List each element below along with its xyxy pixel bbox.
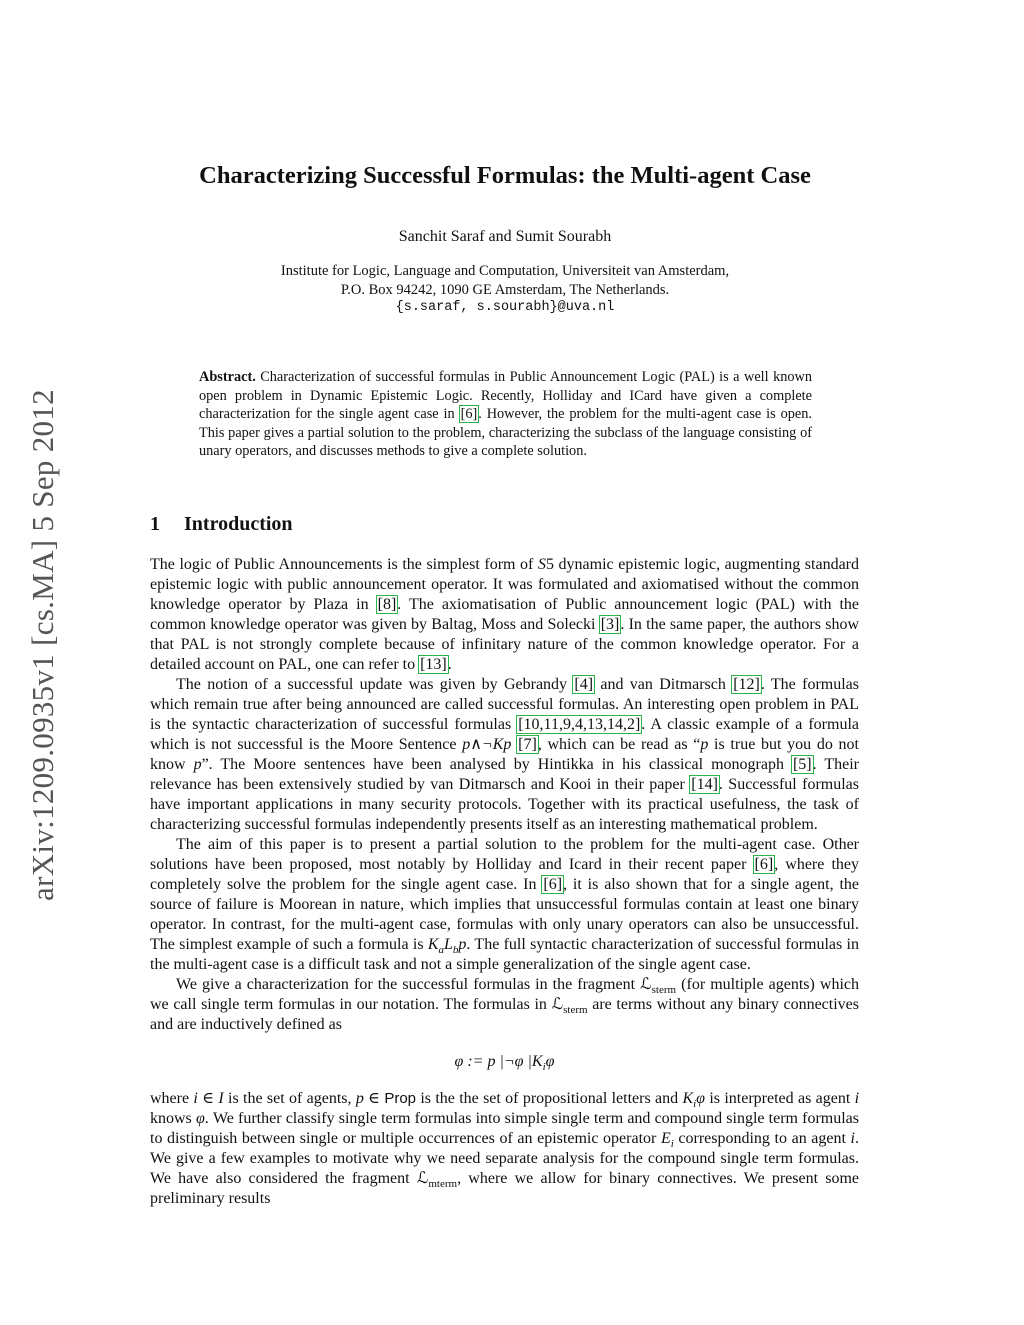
math: Prop <box>384 1090 417 1107</box>
math: K <box>427 936 439 953</box>
text-run: , where we allow for binary connectives. We present some preliminary results <box>150 1170 860 1207</box>
math: p <box>700 736 709 753</box>
text-run: is the the set of propositional letters and <box>416 1090 683 1107</box>
math: I <box>218 1090 224 1107</box>
text-run: We give a characterization for the successful formulas in the fragment <box>176 976 641 993</box>
paragraph-5 <box>150 1089 859 1209</box>
math: φ <box>696 1090 706 1107</box>
text-run: is interpreted as agent <box>705 1090 855 1107</box>
text-run: are terms without any binary connectives and are inductively defined as <box>150 996 860 1033</box>
math-subscript: sterm <box>651 984 677 997</box>
paragraph-1 <box>150 555 859 675</box>
text-run: where <box>150 1090 194 1107</box>
text-run: is the set of agents, <box>223 1090 356 1107</box>
text-run: . We give a few examples to motivate why we need separate analysis for the compound single term formulas. We have also considered the fragment <box>150 1130 859 1187</box>
math-subscript: sterm <box>563 1004 588 1017</box>
affiliation <box>110 262 900 318</box>
citation-link[interactable]: [7] <box>518 736 537 753</box>
text-run: , it is also shown that for a single agent, the source of failure is Moorean in nature, which implies that unsuccessful formulas contain at least one binary operator. In contrast, for the multi-agent case, formulas with only unary operators can also be unsuccessful. The simplest example of such a formula is <box>150 876 860 953</box>
math: φ <box>545 1053 555 1070</box>
math: ℒ <box>640 976 652 993</box>
citation-link[interactable]: [5] <box>792 756 812 773</box>
math: p <box>458 936 467 953</box>
text-run: ”. The Moore sentences have been analysed by Hintikka in his classical monograph <box>201 756 792 773</box>
author-email: {s.saraf, s.sourabh}@uva.nl <box>395 300 615 315</box>
abstract-text-1: Characterization of successful formulas in Public Announcement Logic (PAL) is a well known open problem in Dynamic Epistemic Logic. Recently, Holliday and ICard have given a complete characterization for the single agent case in <box>199 369 812 423</box>
text-run: . <box>447 656 452 673</box>
text-run: (for multiple agents) which we call single term formulas in our notation. The formulas in <box>150 976 860 1013</box>
math: L <box>444 936 453 953</box>
text-run: . The axiomatisation of Public announcement logic (PAL) with the common knowledge operator was given by Baltag, Moss and Solecki <box>150 596 860 633</box>
math: K <box>682 1090 694 1107</box>
math-subscript: i <box>693 1098 697 1111</box>
math: φ := p |¬φ |K <box>454 1053 543 1070</box>
abstract <box>199 368 812 461</box>
affiliation-line-1: Institute for Logic, Language and Computation, Universiteit van Amsterdam, <box>280 263 730 279</box>
affiliation-line-2: P.O. Box 94242, 1090 GE Amsterdam, The Netherlands. <box>340 281 670 298</box>
text-run: . The full syntactic characterization of successful formulas in the multi-agent case is a difficult task and not a simple generalization of the single agent case. <box>150 936 859 973</box>
text-run: The aim of this paper is to present a partial solution to the problem for the multi-agent case. Other solutions have been proposed, most notably by Holliday and Icard in their recent paper <box>150 836 859 873</box>
math: ℒ <box>551 996 564 1013</box>
math: S <box>537 556 546 573</box>
text-run: is true but you do not know <box>150 736 859 773</box>
citation-link[interactable]: [10,11,9,4,13,14,2] <box>518 716 641 733</box>
arxiv-sidebar <box>22 365 64 925</box>
citation-link[interactable]: [6] <box>543 876 563 893</box>
math: p <box>193 756 202 773</box>
text-run: , which can be read as “ <box>537 736 701 753</box>
citation-link[interactable]: [8] <box>377 596 397 613</box>
text-run: . In the same paper, the authors show that PAL is not strongly complete because of infinitary nature of the common knowledge operator. For a detailed account on PAL, one can refer to <box>150 616 859 673</box>
citation-link[interactable]: [6] <box>754 856 774 873</box>
text-run: . A classic example of a formula which is not successful is the Moore Sentence <box>150 716 859 753</box>
paragraph-3 <box>150 835 859 975</box>
math: i <box>854 1090 860 1107</box>
text-run: . Successful formulas have important applications in many security protocols. Together with its practical usefulness, the task of characterizing successful formulas independently presents itself as an interesting mathematical problem. <box>150 776 859 833</box>
section-title: Introduction <box>184 513 293 535</box>
text-run: . The formulas which remain true after being announced are called successful formulas. An interesting open problem in PAL is the syntactic characterization of successful formulas <box>150 676 859 733</box>
arxiv-id: arXiv:1209.0935v1 [cs.MA] 5 Sep 2012 <box>25 389 61 901</box>
citation-link[interactable]: [3] <box>600 616 620 633</box>
body-text <box>150 555 859 1209</box>
citation-link[interactable]: [14] <box>691 776 718 793</box>
paper-title: Characterizing Successful Formulas: the Multi-agent Case <box>199 162 811 189</box>
citation-link[interactable]: [13] <box>420 656 447 673</box>
text-run: The logic of Public Announcements is the simplest form of <box>150 556 538 573</box>
text-run: ∈ <box>197 1090 219 1107</box>
math: a <box>438 944 445 957</box>
math: p <box>355 1090 364 1107</box>
math: ℒ <box>416 1170 429 1187</box>
text-run: . Their relevance has been extensively studied by van Ditmarsch and Kooi in their paper <box>150 756 859 793</box>
abstract-label: Abstract. <box>199 369 256 385</box>
math-subscript: i <box>670 1138 674 1151</box>
math: b <box>452 944 459 957</box>
math-subscript: i <box>542 1061 546 1074</box>
citation-link[interactable]: [12] <box>733 676 760 693</box>
abstract-text-2: . However, the problem for the multi-agent case is open. This paper gives a partial solution to the problem, characterizing the subclass of the language consisting of unary operators, and discusses methods to give a complete solution. <box>199 406 812 460</box>
text-run: corresponding to an agent <box>673 1130 851 1147</box>
text-run: The notion of a successful update was given by Gebrandy <box>176 676 574 693</box>
section-heading <box>150 511 650 537</box>
paragraph-2 <box>150 675 859 835</box>
math: i <box>193 1090 198 1107</box>
math-subscript: mterm <box>428 1178 458 1191</box>
math: E <box>660 1130 671 1147</box>
paper-authors: Sanchit Saraf and Sumit Sourabh <box>398 228 612 245</box>
text-run: , where they completely solve the problem for the single agent case. In <box>150 856 859 893</box>
citation-link[interactable]: [4] <box>574 676 594 693</box>
text-run: . We further classify single term formulas into simple single term and compound single term formulas to distinguish between single or multiple occurrences of an epistemic operator <box>150 1110 859 1147</box>
section-number: 1 <box>150 513 160 535</box>
text-run: ∈ <box>363 1090 385 1107</box>
text-run: knows <box>150 1110 196 1127</box>
math: i <box>850 1130 855 1147</box>
math: p∧¬Kp <box>462 736 512 753</box>
display-formula <box>150 1047 859 1077</box>
text-run: and van Ditmarsch <box>594 676 733 693</box>
math: φ <box>195 1110 205 1127</box>
paragraph-4 <box>150 975 859 1035</box>
text-run: 5 dynamic epistemic logic, augmenting standard epistemic logic with public announcement operator. It was formulated and axiomatised without the common knowledge operator by Plaza in <box>150 556 860 613</box>
citation-link[interactable]: [6] <box>460 406 478 423</box>
